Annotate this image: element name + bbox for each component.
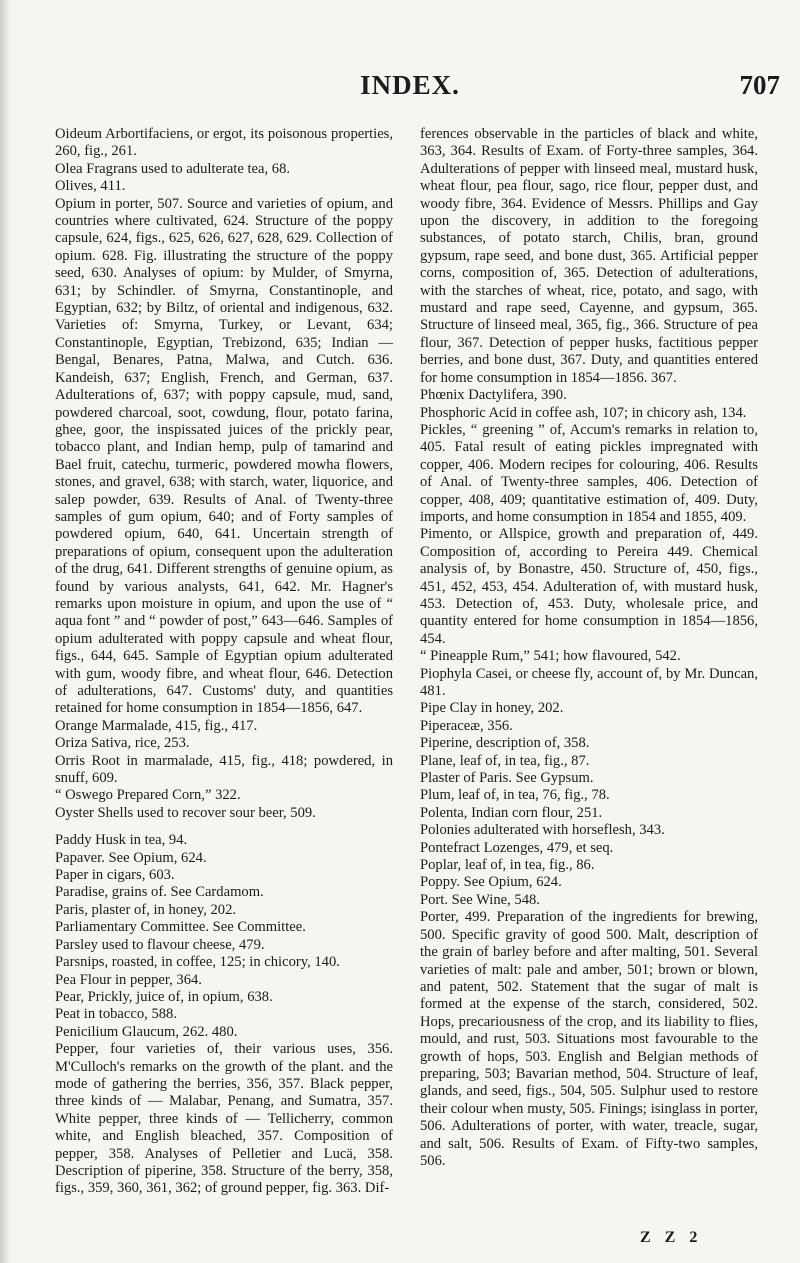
index-entry: Oyster Shells used to recover sour beer, 509.: [55, 804, 316, 821]
index-entry: Pipe Clay in honey, 202.: [420, 700, 564, 717]
index-entry: Parsnips, roasted, in coffee, 125; in chicory, 140.: [55, 954, 340, 971]
index-entry: Olives, 411.: [55, 178, 126, 195]
signature-mark: Z Z 2: [640, 1229, 703, 1246]
index-entry: Plum, leaf of, in tea, 76, fig., 78.: [420, 787, 610, 804]
index-entry: Papaver. See Opium, 624.: [55, 849, 207, 866]
index-entry: Parliamentary Committee. See Committee.: [55, 919, 306, 936]
letter-divider: [55, 822, 393, 832]
index-entry: Phœnix Dactylifera, 390.: [420, 387, 567, 404]
index-entry: Porter, 499. Preparation of the ingredients for brewing, 500. Specific gravity of good 500. Malt, description of the grain of barley before and after malting, 501. Several varieties of malt: pale and amber, 501; brown or blown, and patent, 502. Statement that the sugar of malt is formed at the expense of the starch, considered, 502. Hops, precariousness of the crop, and its liability to flies, mould, and rust, 503. Situations most favourable to the growth of hops, 503. English and Belgian methods of preparing, 503; Bavarian method, 504. Structure of leaf, glands, and seed, figs., 504, 505. Sulphur used to restore their colour when musty, 505. Finings; isinglass in porter, 506. Adulterations of porter, with water, treacle, sugar, and salt, 506. Results of Exam. of Fifty-two samples, 506.: [420, 909, 758, 1169]
index-entry: Piperaceæ, 356.: [420, 717, 513, 734]
index-entry: Pickles, “ greening ” of, Accum's remarks in relation to, 405. Fatal result of eating pickles impregnated with copper, 406. Modern recipes for colouring, 406. Results of Anal. of Twenty-three samples, 406. Detection of copper, 408, 409; quantitative estimation of, 409. Duty, imports, and home consumption in 1854 and 1855, 409.: [420, 421, 758, 525]
index-entry: Oideum Arbortifaciens, or ergot, its poisonous properties, 260, fig., 261.: [55, 126, 393, 160]
index-entry: “ Oswego Prepared Corn,” 322.: [55, 787, 241, 804]
index-column-left: [55, 126, 393, 1198]
index-entry: Parsley used to flavour cheese, 479.: [55, 936, 265, 953]
index-entry: Orris Root in marmalade, 415, fig., 418; powdered, in snuff, 609.: [55, 752, 393, 787]
index-entry: Pear, Prickly, juice of, in opium, 638.: [55, 988, 273, 1005]
index-entry: Port. See Wine, 548.: [420, 891, 540, 908]
index-entry: Phosphoric Acid in coffee ash, 107; in chicory ash, 134.: [420, 404, 747, 421]
index-entry: Pimento, or Allspice, growth and preparation of, 449. Composition of, according to Pereira 449. Chemical analysis of, by Bonastre, 450. Structure of, 450, figs., 451, 452, 453, 454. Adulteration of, with mustard husk, 453. Detection of, 453. Duty, wholesale price, and quantity entered for home consumption in 1854—1856, 454.: [420, 526, 758, 647]
index-column-right: [420, 126, 758, 1170]
index-entry: Poplar, leaf of, in tea, fig., 86.: [420, 857, 595, 874]
index-entry: Oriza Sativa, rice, 253.: [55, 735, 190, 752]
index-entry: Paradise, grains of. See Cardamom.: [55, 884, 264, 901]
index-entry: Plane, leaf of, in tea, fig., 87.: [420, 752, 590, 769]
index-entry: Paris, plaster of, in honey, 202.: [55, 901, 237, 918]
index-entry: Orange Marmalade, 415, fig., 417.: [55, 717, 258, 734]
index-entry: Poppy. See Opium, 624.: [420, 874, 562, 891]
index-entry: Plaster of Paris. See Gypsum.: [420, 770, 594, 787]
index-entry: Opium in porter, 507. Source and varieties of opium, and countries where cultivated, 624. Structure of the poppy capsule, 624, figs., 625, 626, 627, 628, 629. Collection of opium. 628. Fig. illustrating the structure of the poppy seed, 630. Analyses of opium: by Mulder, of Smyrna, 631; by Schindler. of Smyrna, Constantinople, and Egyptian, 632; by Biltz, of oriental and indigenous, 632. Varieties of: Smyrna, Turkey, or Levant, 634; Constantinople, Egyptian, Trebizond, 635; Indian — Bengal, Benares, Patna, Malwa, and Cutch. 636. Kandeish, 637; English, French, and German, 637. Adulterations of, 637; with poppy capsule, mud, sand, powdered charcoal, soot, cowdung, flour, potato farina, ghee, goor, the inspissated juices of the prickly pear, tobacco plant, and Indian hemp, pulp of tamarind and Bael fruit, catechu, turmeric, powdered mowha flowers, stones, and gravel, 638; with starch, water, liquorice, and salep powder, 639. Results of Anal. of Twenty-three samples of gum opium, 640; and of Forty samples of powdered opium, 640, 641. Uncertain strength of preparations of opium, consequent upon the adulteration of the drug, 641. Different strengths of genuine opium, as found by various analysts, 641, 642. Mr. Hagner's remarks upon moisture in opium, and upon the use of “ aqua font ” and “ powder of post,” 643—646. Samples of opium adulterated with poppy capsule and wheat flour, figs., 644, 645. Sample of Egyptian opium adulterated with gum, woody fibre, and wheat flour, 646. Detection of adulterations, 647. Customs' duty, and quantities retained for home consumption in 1854—1856, 647.: [55, 195, 393, 717]
index-entry: Polenta, Indian corn flour, 251.: [420, 804, 603, 821]
index-entry: Pepper, four varieties of, their various uses, 356. M'Culloch's remarks on the growth of the plant. and the mode of gathering the berries, 356, 357. Black pepper, three kinds of — Malabar, Penang, and Sumatra, 357. White pepper, three kinds of — Tellicherry, common white, and English bleached, 357. Composition of pepper, 358. Analyses of Pelletier and Lucä, 358. Description of piperine, 358. Structure of the berry, 358, figs., 359, 360, 361, 362; of ground pepper, fig. 363. Dif-: [55, 1041, 393, 1197]
page-header: [40, 70, 780, 106]
index-entry: Pea Flour in pepper, 364.: [55, 971, 202, 988]
index-entry: Penicilium Glaucum, 262. 480.: [55, 1023, 238, 1040]
index-entry: ferences observable in the particles of black and white, 363, 364. Results of Exam. of Forty-three samples, 364. Adulterations of pepper with linseed meal, mustard husk, wheat flour, pea flour, sago, rice flour, pepper dust, and woody fibre, 364. Evidence of Messrs. Phillips and Gay upon the discovery, in addition to the foregoing substances, of potato starch, Chilis, bran, ground gypsum, rape seed, and bone dust, 365. Artificial pepper corns, composition of, 365. Detection of adulterations, with the starches of wheat, rice, potato, and sago, with mustard and rape seed, Cayenne, and gypsum, 365. Structure of linseed meal, 365, fig., 366. Structure of pea flour, 367. Detection of pepper husks, factitious pepper berries, and bone dust, 367. Duty, and quantities entered for home consumption in 1854—1856. 367.: [420, 126, 758, 386]
page-number: 707: [739, 70, 780, 100]
index-entry: Paddy Husk in tea, 94.: [55, 832, 188, 849]
index-entry: Olea Fragrans used to adulterate tea, 68.: [55, 160, 291, 177]
index-entry: Piperine, description of, 358.: [420, 735, 590, 752]
index-entry: “ Pineapple Rum,” 541; how flavoured, 542.: [420, 648, 681, 665]
index-entry: Pontefract Lozenges, 479, et seq.: [420, 839, 614, 856]
index-entry: Paper in cigars, 603.: [55, 867, 175, 884]
book-spine-shadow: [0, 0, 10, 1263]
index-entry: Peat in tobacco, 588.: [55, 1006, 177, 1023]
page-title: INDEX.: [360, 70, 460, 100]
index-entry: Piophyla Casei, or cheese fly, account of, by Mr. Duncan, 481.: [420, 665, 758, 699]
index-entry: Polonies adulterated with horseflesh, 343.: [420, 822, 665, 839]
